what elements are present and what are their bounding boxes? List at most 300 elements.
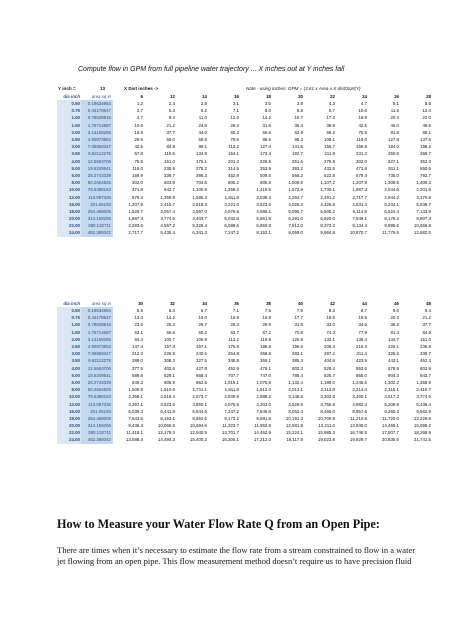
- gpm-cell: 786.4: [292, 372, 303, 378]
- area-header: area sq in: [81, 300, 113, 307]
- gpm-cell: 9,172.2: [224, 415, 239, 421]
- area-cell: 452.389342: [81, 229, 113, 236]
- gpm-cell: 5,435.4: [160, 230, 175, 236]
- area-cell: 113.097336: [81, 193, 113, 200]
- header-row: [57, 93, 433, 100]
- gpm-cell: 9.4: [168, 115, 175, 121]
- gpm-cell: 11.5: [390, 108, 399, 114]
- gpm-cell: 396.3: [196, 172, 207, 178]
- gpm-cell: 68.8: [198, 137, 207, 143]
- dia-cell: 20.00: [57, 215, 81, 222]
- table-row: [57, 129, 433, 136]
- gpm-cell: 849.3: [132, 379, 143, 385]
- gpm-cell: 69.2: [326, 129, 335, 135]
- y-label: Y inch =: [58, 86, 76, 91]
- gpm-cell: 423.9: [356, 358, 367, 364]
- gpm-cell: 63.7: [230, 329, 239, 335]
- gpm-cell: 12,940.5: [189, 430, 207, 436]
- gpm-cell: 1,409.2: [416, 180, 431, 186]
- gpm-cell: 127.8: [388, 137, 399, 143]
- gpm-cell: 132.1: [324, 336, 335, 342]
- gpm-cell: 75.5: [358, 129, 367, 135]
- table-row: [57, 307, 433, 314]
- dia-cell: 18.00: [57, 415, 81, 422]
- x-dist-header: 46: [369, 300, 401, 307]
- gpm-cell: 155.7: [324, 144, 335, 150]
- gpm-cell: 226.5: [260, 158, 271, 164]
- gpm-cell: 10,700.9: [317, 415, 335, 421]
- area-cell: 113.097336: [81, 400, 113, 407]
- gpm-cell: 679.4: [132, 194, 143, 200]
- gpm-cell: 2,988.2: [256, 394, 271, 400]
- gpm-cell: 1,258.2: [224, 187, 239, 193]
- gpm-cell: 2,673.7: [192, 394, 207, 400]
- flow-table-1: [57, 93, 433, 237]
- gpm-cell: 12,179.3: [157, 430, 175, 436]
- gpm-cell: 8.3: [328, 308, 335, 314]
- gpm-cell: 108.1: [324, 137, 335, 143]
- dia-cell: 2.50: [57, 136, 81, 143]
- paragraph-line: There are times when it’s necessary to estimate the flow rate from a stream constrained to flow in a water: [57, 545, 416, 555]
- gpm-cell: 905.9: [260, 180, 271, 186]
- gpm-cell: 60.2: [198, 329, 207, 335]
- gpm-cell: 427.8: [196, 365, 207, 371]
- gpm-cell: 226.5: [164, 351, 175, 357]
- gpm-cell: 5,328.4: [192, 223, 207, 229]
- x-dist-header: 20: [273, 93, 305, 100]
- gpm-cell: 13.3: [134, 315, 143, 321]
- table-row: [57, 165, 433, 172]
- gpm-cell: 2,044.6: [384, 187, 399, 193]
- gpm-cell: 1,245.6: [352, 379, 367, 385]
- gpm-cell: 9,964.8: [320, 230, 335, 236]
- gpm-cell: 12.6: [230, 115, 239, 121]
- gpm-cell: 7,649.8: [256, 408, 271, 414]
- gpm-cell: 2,717.7: [352, 194, 367, 200]
- gpm-cell: 9,134.4: [352, 223, 367, 229]
- gpm-cell: 11,323.7: [222, 423, 239, 429]
- gpm-cell: 269.7: [420, 151, 431, 157]
- gpm-cell: 6,341.3: [192, 230, 207, 236]
- x-dist-header: 18: [241, 93, 273, 100]
- gpm-cell: 2,944.2: [384, 194, 399, 200]
- gpm-cell: 15,224.1: [285, 430, 303, 436]
- gpm-cell: 8.8: [296, 108, 303, 114]
- x-dist-header: 14: [177, 93, 209, 100]
- area-cell: 0.19634954: [81, 307, 113, 314]
- area-cell: 3.14159265: [81, 336, 113, 343]
- gpm-cell: 2,013.1: [288, 387, 303, 393]
- gpm-cell: 471.8: [132, 187, 143, 193]
- gpm-cell: 13,588.4: [125, 437, 143, 443]
- gpm-cell: 7,612.0: [288, 223, 303, 229]
- area-cell: 12.5663706: [81, 365, 113, 372]
- gpm-cell: 57.8: [134, 151, 143, 157]
- gpm-cell: 302.0: [132, 180, 143, 186]
- gpm-cell: 16,746.5: [349, 430, 367, 436]
- dia-cell: 0.50: [57, 307, 81, 314]
- area-cell: 12.5663706: [81, 158, 113, 165]
- gpm-cell: 5,636.7: [416, 201, 431, 207]
- gpm-cell: 6,291.0: [288, 216, 303, 222]
- gpm-cell: 3,145.5: [288, 394, 303, 400]
- gpm-cell: 6,441.9: [160, 408, 175, 414]
- gpm-cell: 366.1: [260, 358, 271, 364]
- area-cell: 254.469005: [81, 208, 113, 215]
- gpm-cell: 747.0: [260, 372, 271, 378]
- gpm-cell: 235.9: [420, 344, 431, 350]
- table-row: [57, 415, 433, 422]
- x-dist-header: 26: [369, 93, 401, 100]
- gpm-cell: 50.3: [230, 129, 239, 135]
- gpm-cell: 12,682.5: [413, 230, 431, 236]
- x-label: X Dist inches ->: [124, 86, 159, 91]
- gpm-cell: 3,170.6: [416, 194, 431, 200]
- gpm-cell: 18,117.9: [286, 437, 303, 443]
- gpm-cell: 1,912.4: [256, 387, 271, 393]
- gpm-cell: 6.2: [200, 108, 207, 114]
- gpm-cell: 56.6: [262, 129, 271, 135]
- gpm-cell: 28.3: [230, 122, 239, 128]
- gpm-cell: 17,507.7: [381, 430, 399, 436]
- gpm-cell: 3.1: [232, 101, 239, 107]
- gpm-cell: 8.0: [264, 108, 271, 114]
- gpm-cell: 184.0: [388, 144, 399, 150]
- x-dist-header: 42: [305, 300, 337, 307]
- gpm-cell: 8,153.1: [160, 415, 175, 421]
- gpm-cell: 6,039.3: [128, 408, 143, 414]
- area-cell: 78.5398163: [81, 393, 113, 400]
- area-cell: 1.76714587: [81, 122, 113, 129]
- gpm-cell: 9,895.6: [384, 223, 399, 229]
- gpm-cell: 157.3: [164, 344, 175, 350]
- gpm-cell: 33.0: [326, 322, 335, 328]
- gpm-cell: 4,567.2: [160, 223, 175, 229]
- gpm-cell: 88.5: [262, 137, 271, 143]
- table-row: [57, 208, 433, 215]
- gpm-cell: 10,191.3: [285, 415, 303, 421]
- table-row: [57, 329, 433, 336]
- gpm-cell: 8,052.4: [288, 408, 303, 414]
- table-row: [57, 107, 433, 114]
- table-row: [57, 357, 433, 364]
- gpm-cell: 2,717.7: [128, 230, 143, 236]
- gpm-cell: 377.5: [132, 365, 143, 371]
- table-row: [57, 143, 433, 150]
- gpm-cell: 578.8: [388, 365, 399, 371]
- gpm-cell: 1,585.3: [192, 194, 207, 200]
- gpm-cell: 275.2: [196, 165, 207, 171]
- gpm-cell: 16.8: [262, 315, 271, 321]
- gpm-cell: 3,397.1: [128, 401, 143, 407]
- gpm-cell: 8,662.6: [192, 415, 207, 421]
- gpm-cell: 9,260.3: [384, 408, 399, 414]
- gpm-cell: 432.5: [324, 165, 335, 171]
- table-row: [57, 172, 433, 179]
- dia-cell: 24.00: [57, 436, 81, 443]
- gpm-cell: 75.5: [134, 158, 143, 164]
- table-row: [57, 150, 433, 157]
- gpm-cell: 5.3: [168, 108, 175, 114]
- gpm-cell: 3.5: [264, 101, 271, 107]
- gpm-cell: 169.9: [132, 172, 143, 178]
- gpm-cell: 251.6: [292, 158, 303, 164]
- gpm-cell: 137.6: [420, 137, 431, 143]
- gpm-cell: 4,026.2: [288, 201, 303, 207]
- table-row: [57, 201, 433, 208]
- dia-header: dia inch: [57, 93, 81, 100]
- dia-cell: 3.00: [57, 143, 81, 150]
- gpm-cell: 18,268.9: [413, 430, 431, 436]
- gpm-cell: 11,776.6: [382, 230, 399, 236]
- gpm-cell: 10,656.8: [413, 223, 431, 229]
- gpm-cell: 308.3: [164, 358, 175, 364]
- table-row: [57, 400, 433, 407]
- gpm-cell: 14.2: [262, 115, 271, 121]
- gpm-cell: 67.2: [262, 329, 271, 335]
- gpm-cell: 2,283.6: [128, 223, 143, 229]
- gpm-cell: 6,114.8: [352, 208, 367, 214]
- gpm-cell: 443.1: [388, 358, 399, 364]
- gpm-cell: 84.9: [166, 144, 175, 150]
- gpm-cell: 1,132.4: [288, 379, 303, 385]
- dia-cell: 24.00: [57, 229, 81, 236]
- gpm-cell: 8,373.2: [320, 223, 335, 229]
- gpm-cell: 393.2: [292, 165, 303, 171]
- table-row: [57, 314, 433, 321]
- table-row: [57, 372, 433, 379]
- gpm-cell: 20.4: [390, 115, 399, 121]
- gpm-cell: 6,920.0: [320, 216, 335, 222]
- gpm-cell: 325.6: [388, 351, 399, 357]
- gpm-cell: 1,887.3: [352, 187, 367, 193]
- gpm-cell: 4,831.4: [352, 201, 367, 207]
- gpm-cell: 603.9: [420, 365, 431, 371]
- gpm-cell: 15.7: [294, 115, 303, 121]
- gpm-cell: 6,844.5: [192, 408, 207, 414]
- dia-cell: 6.00: [57, 172, 81, 179]
- gpm-cell: 46.0: [390, 122, 399, 128]
- gpm-cell: 9.0: [392, 308, 399, 314]
- gpm-cell: 21.2: [422, 315, 431, 321]
- gpm-cell: 37.7: [166, 129, 175, 135]
- gpm-cell: 17.3: [326, 115, 335, 121]
- gpm-cell: 8,807.3: [416, 216, 431, 222]
- area-cell: 7.06858347: [81, 143, 113, 150]
- dia-cell: 1.50: [57, 329, 81, 336]
- dia-cell: 10.00: [57, 393, 81, 400]
- gpm-cell: 4.7: [360, 101, 367, 107]
- gpm-cell: 12,581.9: [285, 423, 303, 429]
- gpm-cell: 2,113.8: [320, 387, 335, 393]
- dia-cell: 5.00: [57, 372, 81, 379]
- gpm-cell: 17.7: [294, 315, 303, 321]
- gpm-cell: 2,214.4: [352, 387, 367, 393]
- dia-cell: 12.00: [57, 400, 81, 407]
- gpm-cell: 24.8: [198, 122, 207, 128]
- gpm-cell: 311.4: [356, 351, 367, 357]
- gpm-cell: 94.4: [134, 336, 143, 342]
- gpm-cell: 5,234.1: [384, 201, 399, 207]
- gpm-cell: 235.9: [164, 165, 175, 171]
- gpm-cell: 4,303.0: [256, 401, 271, 407]
- gpm-cell: 4,529.5: [288, 401, 303, 407]
- gpm-cell: 5.5: [424, 101, 431, 107]
- dia-cell: 22.00: [57, 222, 81, 229]
- dia-cell: 4.00: [57, 365, 81, 372]
- table-row: [57, 114, 433, 121]
- area-cell: 314.159265: [81, 422, 113, 429]
- gpm-cell: 603.9: [164, 180, 175, 186]
- gpm-cell: 15,098.2: [413, 423, 431, 429]
- gpm-cell: 25.2: [166, 322, 175, 328]
- gpm-cell: 2,415.7: [160, 201, 175, 207]
- gpm-cell: 16,306.1: [221, 437, 239, 443]
- gpm-cell: 13,840.0: [349, 423, 367, 429]
- gpm-cell: 402.6: [164, 365, 175, 371]
- gpm-cell: 9.7: [328, 108, 335, 114]
- gpm-cell: 5,605.2: [320, 208, 335, 214]
- gpm-cell: 2,038.3: [256, 194, 271, 200]
- gpm-cell: 566.2: [292, 172, 303, 178]
- area-cell: 0.44178647: [81, 314, 113, 321]
- gpm-cell: 1,610.5: [160, 387, 175, 393]
- gpm-cell: 115.6: [164, 151, 175, 157]
- gpm-cell: 289.0: [132, 358, 143, 364]
- gpm-cell: 550.5: [420, 165, 431, 171]
- gpm-cell: 3,057.4: [160, 208, 175, 214]
- table-row: [57, 429, 433, 436]
- gpm-cell: 462.4: [420, 358, 431, 364]
- y-value: 13: [100, 86, 106, 91]
- gpm-cell: 1,019.1: [224, 379, 239, 385]
- gpm-cell: 339.7: [420, 351, 431, 357]
- gpm-cell: 4,982.4: [352, 401, 367, 407]
- table-row: [57, 122, 433, 129]
- gpm-cell: 36.2: [390, 322, 399, 328]
- gpm-cell: 8.7: [360, 308, 367, 314]
- gpm-cell: 511.1: [388, 165, 399, 171]
- gpm-cell: 42.5: [134, 144, 143, 150]
- dia-cell: 3.50: [57, 357, 81, 364]
- gpm-cell: 198.2: [420, 144, 431, 150]
- gpm-cell: 327.5: [196, 358, 207, 364]
- table-row: [57, 422, 433, 429]
- gpm-cell: 10,870.7: [349, 230, 367, 236]
- gpm-cell: 240.6: [196, 351, 207, 357]
- gpm-cell: 792.7: [420, 172, 431, 178]
- gpm-cell: 825.7: [324, 372, 335, 378]
- gpm-cell: 6.3: [168, 308, 175, 314]
- table-row: [57, 193, 433, 200]
- gpm-cell: 14,462.9: [253, 430, 271, 436]
- x-dist-header: 48: [401, 300, 433, 307]
- gpm-cell: 19,929.7: [349, 437, 367, 443]
- x-dist-header: 36: [209, 300, 241, 307]
- gpm-cell: 167.1: [196, 344, 207, 350]
- gpm-cell: 3,850.1: [192, 401, 207, 407]
- area-cell: 4.90873852: [81, 343, 113, 350]
- gpm-cell: 169.9: [356, 144, 367, 150]
- gpm-cell: 118.0: [132, 165, 143, 171]
- gpm-cell: 144.7: [388, 336, 399, 342]
- gpm-cell: 81.4: [390, 329, 399, 335]
- gpm-cell: 74.3: [326, 329, 335, 335]
- area-cell: 452.389342: [81, 436, 113, 443]
- gpm-cell: 212.3: [132, 351, 143, 357]
- gpm-cell: 206.4: [324, 344, 335, 350]
- gpm-cell: 2,818.3: [192, 201, 207, 207]
- table-row: [57, 215, 433, 222]
- gpm-cell: 192.7: [292, 151, 303, 157]
- gpm-cell: 4.7: [136, 115, 143, 121]
- gpm-cell: 14.2: [166, 315, 175, 321]
- gpm-cell: 7.5: [264, 308, 271, 314]
- gpm-cell: 151.0: [420, 336, 431, 342]
- dia-cell: 2.00: [57, 129, 81, 136]
- dia-cell: 20.00: [57, 422, 81, 429]
- table-row: [57, 136, 433, 143]
- dia-cell: 5.00: [57, 165, 81, 172]
- x-dist-header: 16: [209, 93, 241, 100]
- gpm-cell: 37.7: [422, 322, 431, 328]
- gpm-cell: 15.0: [198, 315, 207, 321]
- area-cell: 380.132711: [81, 222, 113, 229]
- formula-note: Note - using inches: GPM = (3.61 x Area x X dist/Sqrt(Y): [246, 86, 361, 91]
- area-cell: 201.06193: [81, 408, 113, 415]
- gpm-cell: 19.5: [358, 315, 367, 321]
- gpm-cell: 1,358.9: [416, 379, 431, 385]
- dia-cell: 8.00: [57, 386, 81, 393]
- gpm-cell: 5,435.4: [416, 401, 431, 407]
- gpm-cell: 196.6: [292, 344, 303, 350]
- area-cell: 50.2654825: [81, 179, 113, 186]
- dia-cell: 2.00: [57, 336, 81, 343]
- area-cell: 0.78539816: [81, 321, 113, 328]
- gpm-cell: 18.6: [326, 315, 335, 321]
- gpm-cell: 1,207.9: [352, 180, 367, 186]
- gpm-cell: 1,509.8: [128, 387, 143, 393]
- gpm-cell: 1,308.5: [384, 180, 399, 186]
- area-cell: 28.2743339: [81, 172, 113, 179]
- x-dist-header: 22: [305, 93, 337, 100]
- gpm-cell: 1,811.8: [224, 194, 239, 200]
- gpm-cell: 4,586.1: [256, 208, 271, 214]
- dia-cell: 3.00: [57, 350, 81, 357]
- gpm-cell: 2,201.9: [416, 187, 431, 193]
- gpm-cell: 352.3: [420, 158, 431, 164]
- gpm-cell: 1,302.2: [384, 379, 399, 385]
- gpm-cell: 15,400.2: [189, 437, 207, 443]
- gpm-cell: 119.5: [260, 336, 271, 342]
- gpm-cell: 297.2: [324, 351, 335, 357]
- table-row: [57, 336, 433, 343]
- gpm-cell: 1,100.9: [192, 187, 207, 193]
- gpm-cell: 26.7: [198, 322, 207, 328]
- gpm-cell: 6,850.8: [256, 223, 271, 229]
- intro-paragraph: [57, 545, 474, 567]
- area-cell: 1.76714587: [81, 329, 113, 336]
- area-cell: 254.469005: [81, 415, 113, 422]
- dia-cell: 4.00: [57, 158, 81, 165]
- x-dist-header: 28: [401, 93, 433, 100]
- gpm-cell: 147.4: [132, 344, 143, 350]
- table-row: [57, 393, 433, 400]
- gpm-cell: 226.1: [388, 344, 399, 350]
- gpm-cell: 78.6: [230, 137, 239, 143]
- gpm-cell: 1,887.3: [128, 216, 143, 222]
- gpm-cell: 19,023.8: [317, 437, 335, 443]
